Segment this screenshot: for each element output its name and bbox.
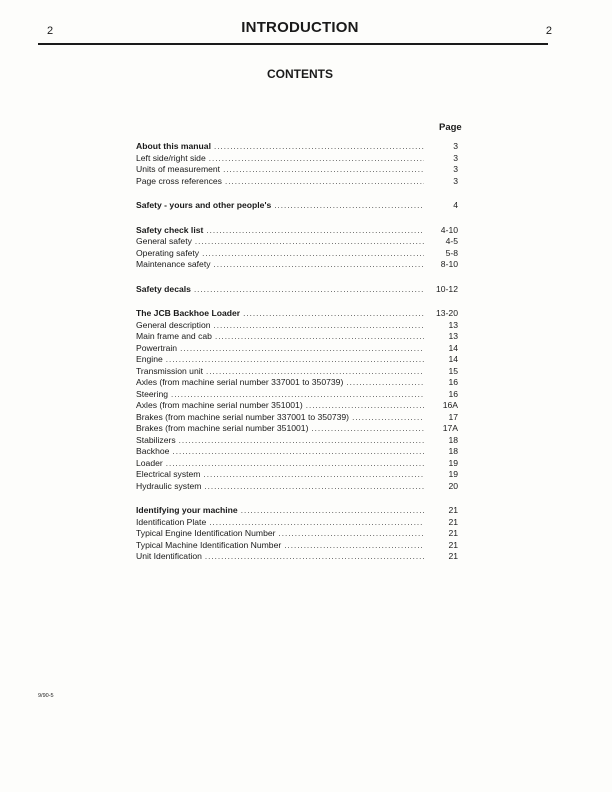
toc-entry-page: 4-5 <box>445 236 458 246</box>
toc-entry-label: Typical Engine Identification Number <box>136 528 276 538</box>
toc-dot-leader <box>166 354 424 366</box>
toc-dot-leader <box>223 164 424 176</box>
toc-entry-page: 16 <box>448 377 458 387</box>
toc-dot-leader <box>209 153 424 165</box>
toc-dot-leader <box>166 458 424 470</box>
header-rule <box>38 43 548 45</box>
toc-entry-page: 13 <box>448 319 458 330</box>
toc-entry-page: 21 <box>448 539 458 550</box>
toc-entry <box>136 551 458 563</box>
toc-entry-label: Brakes (from machine serial number 351001) <box>136 423 309 433</box>
toc-section-heading <box>136 505 458 517</box>
toc-dot-leader <box>311 423 424 435</box>
toc-dot-leader <box>346 377 424 389</box>
toc-entry-label: Powertrain <box>136 342 178 353</box>
toc-entry-page: 21 <box>448 505 458 515</box>
toc-entry-page: 16A <box>442 400 458 410</box>
toc-dot-leader <box>179 435 424 447</box>
toc-dot-leader <box>225 176 424 188</box>
toc-entry-label: Identification Plate <box>136 516 207 527</box>
toc-entry-page: 20 <box>448 480 458 491</box>
toc-entry <box>136 446 458 458</box>
toc-section-heading <box>136 225 458 237</box>
toc-entry <box>136 248 458 260</box>
toc-dot-leader <box>306 400 424 412</box>
toc-section <box>136 308 458 492</box>
table-of-contents <box>136 141 458 576</box>
toc-section <box>136 200 458 212</box>
toc-dot-leader <box>284 540 424 552</box>
toc-dot-leader <box>209 517 424 529</box>
toc-dot-leader <box>202 248 424 260</box>
toc-entry-page: 19 <box>448 457 458 468</box>
toc-dot-leader <box>172 446 424 458</box>
toc-entry-page: 21 <box>448 516 458 527</box>
toc-entry-page: 3 <box>453 141 458 151</box>
toc-entry-label: Operating safety <box>136 247 200 258</box>
toc-entry-label: Page cross references <box>136 175 222 186</box>
toc-entry-page: 4-10 <box>440 224 458 235</box>
toc-dot-leader <box>171 389 424 401</box>
toc-entry-page: 4 <box>453 200 458 210</box>
page-title: INTRODUCTION <box>241 19 359 36</box>
toc-dot-leader <box>195 236 424 248</box>
toc-entry-page: 13 <box>448 331 458 341</box>
toc-entry-page: 3 <box>453 175 458 186</box>
toc-entry-page: 17A <box>442 423 458 433</box>
toc-dot-leader <box>206 366 424 378</box>
toc-entry-label: Steering <box>136 388 169 399</box>
toc-entry-label: Safety - yours and other people's <box>136 200 272 210</box>
toc-entry <box>136 176 458 188</box>
toc-section-heading <box>136 284 458 296</box>
toc-entry <box>136 481 458 493</box>
toc-entry <box>136 354 458 366</box>
toc-section <box>136 284 458 296</box>
toc-entry <box>136 236 458 248</box>
toc-entry-page: 19 <box>448 469 458 479</box>
toc-section-heading <box>136 308 458 320</box>
toc-entry-label: Left side/right side <box>136 152 206 163</box>
toc-dot-leader <box>241 505 424 517</box>
toc-entry <box>136 164 458 176</box>
toc-entry-label: Hydraulic system <box>136 480 202 491</box>
toc-dot-leader <box>214 141 424 153</box>
toc-dot-leader <box>180 343 424 355</box>
toc-entry <box>136 331 458 343</box>
toc-entry-page: 14 <box>448 342 458 353</box>
toc-dot-leader <box>205 551 424 563</box>
toc-entry <box>136 153 458 165</box>
toc-entry <box>136 423 458 435</box>
toc-entry-label: Electrical system <box>136 469 201 479</box>
toc-entry-label: Unit Identification <box>136 551 202 561</box>
toc-entry-label: Loader <box>136 457 163 468</box>
toc-entry <box>136 259 458 271</box>
toc-dot-leader <box>194 284 424 296</box>
toc-entry-label: Engine <box>136 354 163 364</box>
toc-entry-label: Identifying your machine <box>136 505 238 515</box>
toc-entry-label: General description <box>136 319 211 330</box>
toc-section <box>136 141 458 187</box>
toc-entry <box>136 540 458 552</box>
toc-entry <box>136 400 458 412</box>
toc-entry-label: General safety <box>136 236 192 246</box>
toc-entry-page: 21 <box>448 528 458 538</box>
toc-entry-page: 3 <box>453 152 458 163</box>
contents-heading: CONTENTS <box>267 67 333 81</box>
page-column-header: Page <box>439 122 462 133</box>
toc-dot-leader <box>215 331 424 343</box>
toc-entry <box>136 343 458 355</box>
toc-entry <box>136 366 458 378</box>
toc-entry-label: Backhoe <box>136 446 170 456</box>
toc-entry-page: 5-8 <box>445 247 458 258</box>
toc-entry-page: 3 <box>453 164 458 174</box>
toc-entry-label: Units of measurement <box>136 164 221 174</box>
toc-entry-page: 18 <box>448 434 458 445</box>
toc-dot-leader <box>352 412 424 424</box>
page-number-right: 2 <box>545 25 552 37</box>
toc-entry <box>136 320 458 332</box>
toc-entry-label: Safety decals <box>136 283 191 294</box>
toc-entry-label: Safety check list <box>136 224 204 235</box>
toc-dot-leader <box>214 320 424 332</box>
toc-entry-page: 10-12 <box>436 283 458 294</box>
toc-entry <box>136 517 458 529</box>
toc-dot-leader <box>274 200 424 212</box>
toc-entry <box>136 458 458 470</box>
toc-dot-leader <box>204 481 424 493</box>
toc-section <box>136 225 458 271</box>
toc-entry-label: Maintenance safety <box>136 259 211 269</box>
toc-entry-label: Stabilizers <box>136 434 176 445</box>
toc-dot-leader <box>206 225 424 237</box>
toc-entry <box>136 377 458 389</box>
toc-entry-page: 18 <box>448 446 458 456</box>
toc-dot-leader <box>214 259 424 271</box>
toc-entry-label: Brakes (from machine serial number 337001 to 350739) <box>136 411 350 422</box>
toc-entry-page: 13-20 <box>436 308 458 318</box>
toc-entry-page: 16 <box>448 388 458 399</box>
toc-entry <box>136 435 458 447</box>
toc-entry <box>136 469 458 481</box>
toc-entry-label: Transmission unit <box>136 365 204 376</box>
toc-entry-label: About this manual <box>136 141 211 151</box>
toc-entry-page: 21 <box>448 551 458 561</box>
toc-dot-leader <box>203 469 424 481</box>
toc-section <box>136 505 458 563</box>
footer-code: 9/90-5 <box>38 693 54 699</box>
toc-entry-page: 17 <box>448 411 458 422</box>
toc-entry-label: Main frame and cab <box>136 331 212 341</box>
toc-section-heading <box>136 200 458 212</box>
toc-entry-page: 15 <box>448 365 458 376</box>
toc-entry <box>136 412 458 424</box>
toc-entry-label: Axles (from machine serial number 337001 to 350739) <box>136 377 344 387</box>
toc-entry-label: Typical Machine Identification Number <box>136 539 282 550</box>
toc-entry-page: 14 <box>448 354 458 364</box>
page-number-left: 2 <box>47 25 54 37</box>
toc-dot-leader <box>279 528 425 540</box>
toc-entry-page: 8-10 <box>440 259 458 269</box>
toc-dot-leader <box>243 308 424 320</box>
toc-entry-label: The JCB Backhoe Loader <box>136 308 241 318</box>
toc-entry-label: Axles (from machine serial number 351001) <box>136 400 303 410</box>
toc-section-heading <box>136 141 458 153</box>
toc-entry <box>136 528 458 540</box>
toc-entry <box>136 389 458 401</box>
